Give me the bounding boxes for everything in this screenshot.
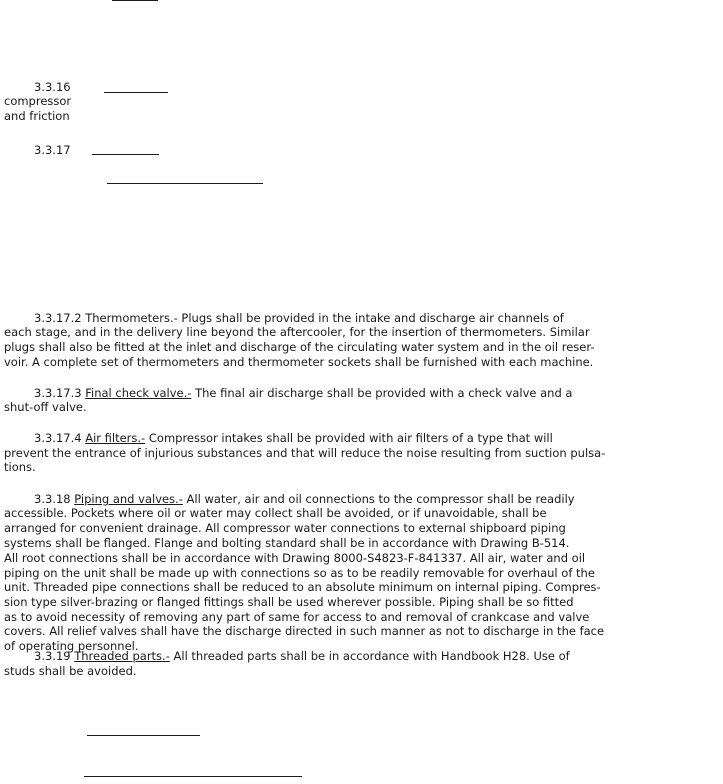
- paragraph-text: All water, air and oil connections to the compressor shall be readily: [186, 492, 575, 506]
- paragraph-title: Final check valve.-: [85, 386, 192, 400]
- heading-rule-3-3-20: [87, 735, 200, 736]
- fragment-compressor: compressor: [4, 94, 72, 108]
- paragraph-line: sion type silver-brazing or flanged fittings shall be used wherever possible. Piping shall be so fitted: [4, 595, 574, 609]
- paragraph-text: All threaded parts shall be in accordance with Handbook H28. Use of: [173, 649, 570, 663]
- paragraph-line: 3.3.17.2 Thermometers.- Plugs shall be provided in the intake and discharge air channels of: [34, 311, 564, 325]
- paragraph-line: arranged for convenient drainage. All compressor water connections to external shipboard piping: [4, 521, 566, 535]
- paragraph-line: systems shall be flanged. Flange and bolting standard shall be in accordance with Drawing B-514.: [4, 536, 570, 550]
- paragraph-line: tions.: [4, 460, 36, 474]
- paragraph-line: unit. Threaded pipe connections shall be reduced to an absolute minimum on internal piping. Compres-: [4, 580, 601, 594]
- paragraph-line: shut-off valve.: [4, 400, 87, 414]
- paragraph-line: All root connections shall be in accordance with Drawing 8000-S4823-F-841337. All air, water and oil: [4, 551, 586, 565]
- paragraph-line: plugs shall also be fitted at the inlet and discharge of the circulating water system and in the oil reser-: [4, 340, 595, 354]
- paragraph-line: prevent the entrance of injurious substances and that will reduce the noise resulting from suction pulsa-: [4, 446, 606, 460]
- paragraph-number: 3.3.19: [34, 649, 71, 663]
- section-number-3-3-17: 3.3.17: [34, 143, 71, 157]
- paragraph-line: of operating personnel.: [4, 639, 139, 653]
- paragraph-number: 3.3.17.3: [34, 386, 82, 400]
- heading-rule-3-3-17: [92, 154, 159, 155]
- heading-rule-3-3-21: [84, 776, 302, 777]
- paragraph-line: studs shall be avoided.: [4, 664, 137, 678]
- paragraph-line: voir. A complete set of thermometers and thermometer sockets shall be furnished with each machine.: [4, 355, 594, 369]
- paragraph-line: as to avoid necessity of removing any part of same for access to and removal of crankcase and valve: [4, 610, 590, 624]
- paragraph-first-line: [4, 492, 723, 506]
- heading-rule-3-3-16: [104, 92, 168, 93]
- paragraph-first-line: [4, 431, 723, 445]
- paragraph-text: Compressor intakes shall be provided with air filters of a type that will: [148, 431, 553, 445]
- paragraph-first-line: [4, 649, 723, 663]
- paragraph-line: accessible. Pockets where oil or water may collect shall be avoided, or if unavoidable, shall be: [4, 506, 547, 520]
- paragraph-number: 3.3.17.4: [34, 431, 82, 445]
- paragraph-title: Piping and valves.-: [74, 492, 183, 506]
- fragment-and-friction: and friction: [4, 109, 70, 123]
- paragraph-first-line: [4, 386, 723, 400]
- heading-rule-3-3-17-1: [107, 183, 263, 184]
- paragraph-line: piping on the unit shall be made up with connections so as to be readily removable for overhaul of the: [4, 566, 595, 580]
- paragraph-number: 3.3.18: [34, 492, 71, 506]
- top-rule: [112, 0, 158, 1]
- paragraph-title: Air filters.-: [85, 431, 146, 445]
- paragraph-text: The final air discharge shall be provided with a check valve and a: [195, 386, 573, 400]
- section-number-3-3-16: 3.3.16: [34, 80, 71, 94]
- paragraph-line: covers. All relief valves shall have the discharge directed in such manner as not to discharge in the face: [4, 624, 605, 638]
- paragraph-title: Threaded parts.-: [74, 649, 170, 663]
- paragraph-line: each stage, and in the delivery line beyond the aftercooler, for the insertion of thermometers. Similar: [4, 325, 590, 339]
